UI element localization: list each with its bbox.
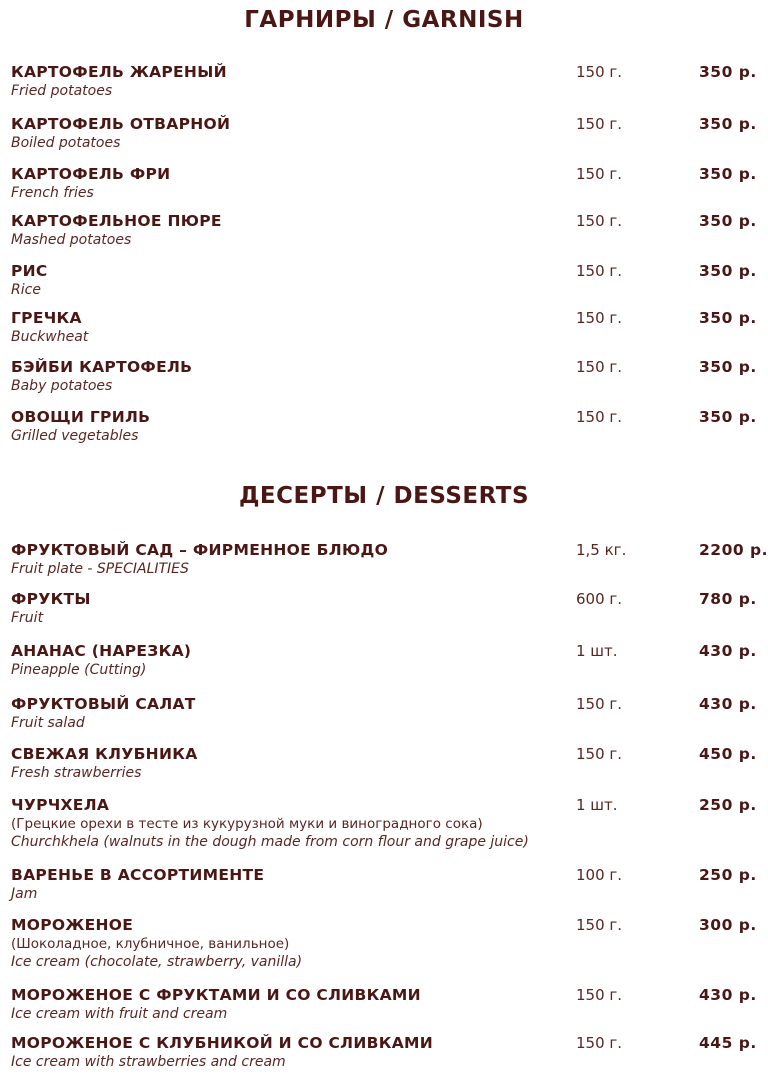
- item-name-ru: ЧУРЧХЕЛА: [11, 796, 110, 814]
- item-name-en: Fruit salad: [11, 715, 85, 731]
- menu-item: [11, 358, 768, 395]
- item-weight: 150 г.: [576, 695, 623, 713]
- item-name-en: Fruit: [11, 610, 44, 626]
- item-weight: 150 г.: [576, 408, 623, 426]
- garnish-section-title: ГАРНИРЫ / GARNISH: [244, 7, 524, 33]
- item-name-en: Ice cream with strawberries and cream: [11, 1054, 286, 1070]
- item-name-ru: ФРУКТЫ: [11, 590, 91, 608]
- item-note-ru: (Шоколадное, клубничное, ванильное): [11, 936, 290, 952]
- item-price: 430 р.: [699, 695, 757, 713]
- menu-item: [11, 408, 768, 445]
- item-name-ru: АНАНАС (НАРЕЗКА): [11, 642, 192, 660]
- item-name-en: Churchkhela (walnuts in the dough made from corn flour and grape juice): [11, 834, 529, 850]
- menu-item: [11, 115, 768, 152]
- menu-item: [11, 212, 768, 249]
- item-name-en: Fresh strawberries: [11, 765, 142, 781]
- item-weight: 600 г.: [576, 590, 623, 608]
- item-weight: 150 г.: [576, 358, 623, 376]
- menu-item: [11, 916, 768, 971]
- item-price: 250 р.: [699, 866, 757, 884]
- item-name-en: Grilled vegetables: [11, 428, 139, 444]
- menu-item: [11, 796, 768, 851]
- item-name-en: Boiled potatoes: [11, 135, 121, 151]
- item-name-ru: РИС: [11, 262, 48, 280]
- item-weight: 150 г.: [576, 745, 623, 763]
- item-name-ru: ФРУКТОВЫЙ САД – ФИРМЕННОЕ БЛЮДО: [11, 541, 389, 559]
- item-name-ru: МОРОЖЕНОЕ: [11, 916, 134, 934]
- item-name-en: Baby potatoes: [11, 378, 113, 394]
- item-price: 250 р.: [699, 796, 757, 814]
- item-weight: 150 г.: [576, 262, 623, 280]
- menu-item: [11, 642, 768, 679]
- item-price: 350 р.: [699, 115, 757, 133]
- item-name-en: French fries: [11, 185, 94, 201]
- menu-item: [11, 590, 768, 627]
- item-name-ru: ОВОЩИ ГРИЛЬ: [11, 408, 151, 426]
- menu-item: [11, 695, 768, 732]
- item-price: 350 р.: [699, 358, 757, 376]
- item-name-ru: ФРУКТОВЫЙ САЛАТ: [11, 695, 196, 713]
- menu-item: [11, 1034, 768, 1071]
- item-price: 2200 р.: [699, 541, 768, 559]
- item-name-ru: КАРТОФЕЛЬНОЕ ПЮРЕ: [11, 212, 222, 230]
- menu-item: [11, 745, 768, 782]
- menu-item: [11, 541, 768, 578]
- item-weight: 150 г.: [576, 916, 623, 934]
- item-name-en: Mashed potatoes: [11, 232, 132, 248]
- item-weight: 150 г.: [576, 165, 623, 183]
- item-price: 350 р.: [699, 165, 757, 183]
- item-name-ru: МОРОЖЕНОЕ С ФРУКТАМИ И СО СЛИВКАМИ: [11, 986, 421, 1004]
- item-name-en: Ice cream (chocolate, strawberry, vanilla): [11, 954, 303, 970]
- item-weight: 100 г.: [576, 866, 623, 884]
- item-name-ru: КАРТОФЕЛЬ ОТВАРНОЙ: [11, 115, 231, 133]
- item-price: 300 р.: [699, 916, 757, 934]
- item-price: 430 р.: [699, 986, 757, 1004]
- desserts-section-title: ДЕСЕРТЫ / DESSERTS: [238, 483, 530, 509]
- item-price: 445 р.: [699, 1034, 757, 1052]
- item-price: 350 р.: [699, 408, 757, 426]
- menu-item: [11, 63, 768, 100]
- menu-item: [11, 165, 768, 202]
- item-price: 350 р.: [699, 262, 757, 280]
- item-weight: 150 г.: [576, 309, 623, 327]
- item-price: 350 р.: [699, 63, 757, 81]
- item-price: 450 р.: [699, 745, 757, 763]
- item-weight: 1 шт.: [576, 796, 618, 814]
- item-weight: 1,5 кг.: [576, 541, 627, 559]
- item-weight: 150 г.: [576, 212, 623, 230]
- item-weight: 1 шт.: [576, 642, 618, 660]
- item-weight: 150 г.: [576, 63, 623, 81]
- item-weight: 150 г.: [576, 1034, 623, 1052]
- item-price: 780 р.: [699, 590, 757, 608]
- item-price: 430 р.: [699, 642, 757, 660]
- item-name-ru: ГРЕЧКА: [11, 309, 82, 327]
- menu-item: [11, 262, 768, 299]
- item-price: 350 р.: [699, 212, 757, 230]
- item-name-en: Pineapple (Cutting): [11, 662, 147, 678]
- item-name-en: Buckwheat: [11, 329, 89, 345]
- item-name-en: Fruit plate - SPECIALITIES: [11, 561, 189, 577]
- item-name-ru: БЭЙБИ КАРТОФЕЛЬ: [11, 358, 193, 376]
- item-name-ru: КАРТОФЕЛЬ ФРИ: [11, 165, 171, 183]
- menu-item: [11, 866, 768, 903]
- item-name-ru: КАРТОФЕЛЬ ЖАРЕНЫЙ: [11, 63, 227, 81]
- item-name-ru: ВАРЕНЬЕ В АССОРТИМЕНТЕ: [11, 866, 265, 884]
- menu-item: [11, 986, 768, 1023]
- item-name-en: Rice: [11, 282, 41, 298]
- item-name-en: Jam: [11, 886, 38, 902]
- item-name-en: Ice cream with fruit and cream: [11, 1006, 228, 1022]
- item-note-ru: (Грецкие орехи в тесте из кукурузной муки и виноградного сока): [11, 816, 483, 832]
- menu-item: [11, 309, 768, 346]
- item-weight: 150 г.: [576, 115, 623, 133]
- item-price: 350 р.: [699, 309, 757, 327]
- item-name-ru: СВЕЖАЯ КЛУБНИКА: [11, 745, 198, 763]
- item-name-ru: МОРОЖЕНОЕ С КЛУБНИКОЙ И СО СЛИВКАМИ: [11, 1034, 433, 1052]
- item-weight: 150 г.: [576, 986, 623, 1004]
- item-name-en: Fried potatoes: [11, 83, 113, 99]
